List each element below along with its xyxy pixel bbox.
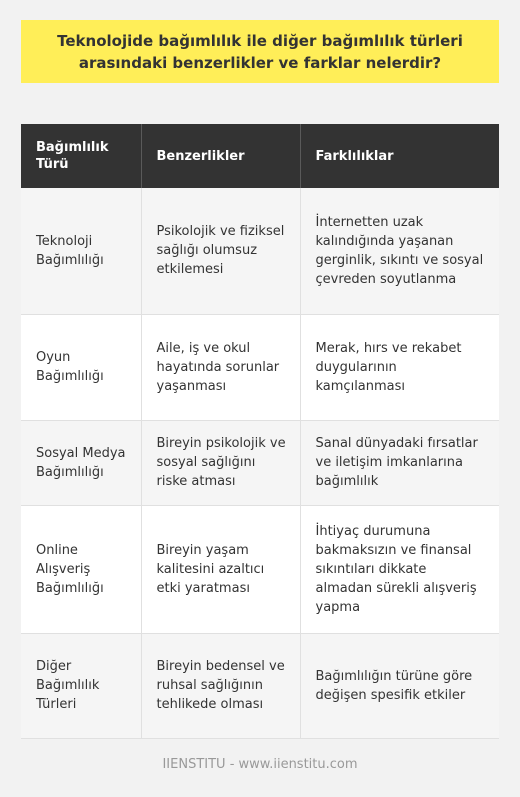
title-banner <box>21 20 499 83</box>
cell-similarities: Bireyin bedensel ve ruhsal sağlığının tehlikede olması <box>141 633 300 738</box>
cell-type: Diğer Bağımlılık Türleri <box>21 633 141 738</box>
table-row <box>21 314 499 420</box>
header-differences: Farklılıklar <box>300 124 499 188</box>
cell-type: Teknoloji Bağımlılığı <box>21 188 141 314</box>
cell-type: Sosyal Medya Bağımlılığı <box>21 420 141 505</box>
cell-similarities: Bireyin psikolojik ve sosyal sağlığını riske atması <box>141 420 300 505</box>
cell-similarities: Bireyin yaşam kalitesini azaltıcı etki yaratması <box>141 505 300 633</box>
header-addiction-type: Bağımlılık Türü <box>21 124 141 188</box>
cell-differences: Bağımlılığın türüne göre değişen spesifik etkiler <box>300 633 499 738</box>
table-row <box>21 188 499 314</box>
footer-credit: IIENSTITU - www.iienstitu.com <box>162 757 358 772</box>
table-row <box>21 505 499 633</box>
cell-similarities: Aile, iş ve okul hayatında sorunlar yaşanması <box>141 314 300 420</box>
cell-differences: İnternetten uzak kalındığında yaşanan gerginlik, sıkıntı ve sosyal çevreden soyutlanma <box>300 188 499 314</box>
cell-type: Oyun Bağımlılığı <box>21 314 141 420</box>
comparison-table <box>21 124 499 739</box>
page-title: Teknolojide bağımlılık ile diğer bağımlılık türleri arasındaki benzerlikler ve farklar nelerdir? <box>57 31 463 72</box>
table-row <box>21 420 499 505</box>
cell-differences: Sanal dünyadaki fırsatlar ve iletişim imkanlarına bağımlılık <box>300 420 499 505</box>
cell-type: Online Alışveriş Bağımlılığı <box>21 505 141 633</box>
table-header-row <box>21 124 499 188</box>
cell-similarities: Psikolojik ve fiziksel sağlığı olumsuz etkilemesi <box>141 188 300 314</box>
cell-differences: Merak, hırs ve rekabet duygularının kamçılanması <box>300 314 499 420</box>
table-row <box>21 633 499 738</box>
cell-differences: İhtiyaç durumuna bakmaksızın ve finansal sıkıntıları dikkate almadan sürekli alışveriş yapma <box>300 505 499 633</box>
header-similarities: Benzerlikler <box>141 124 300 188</box>
